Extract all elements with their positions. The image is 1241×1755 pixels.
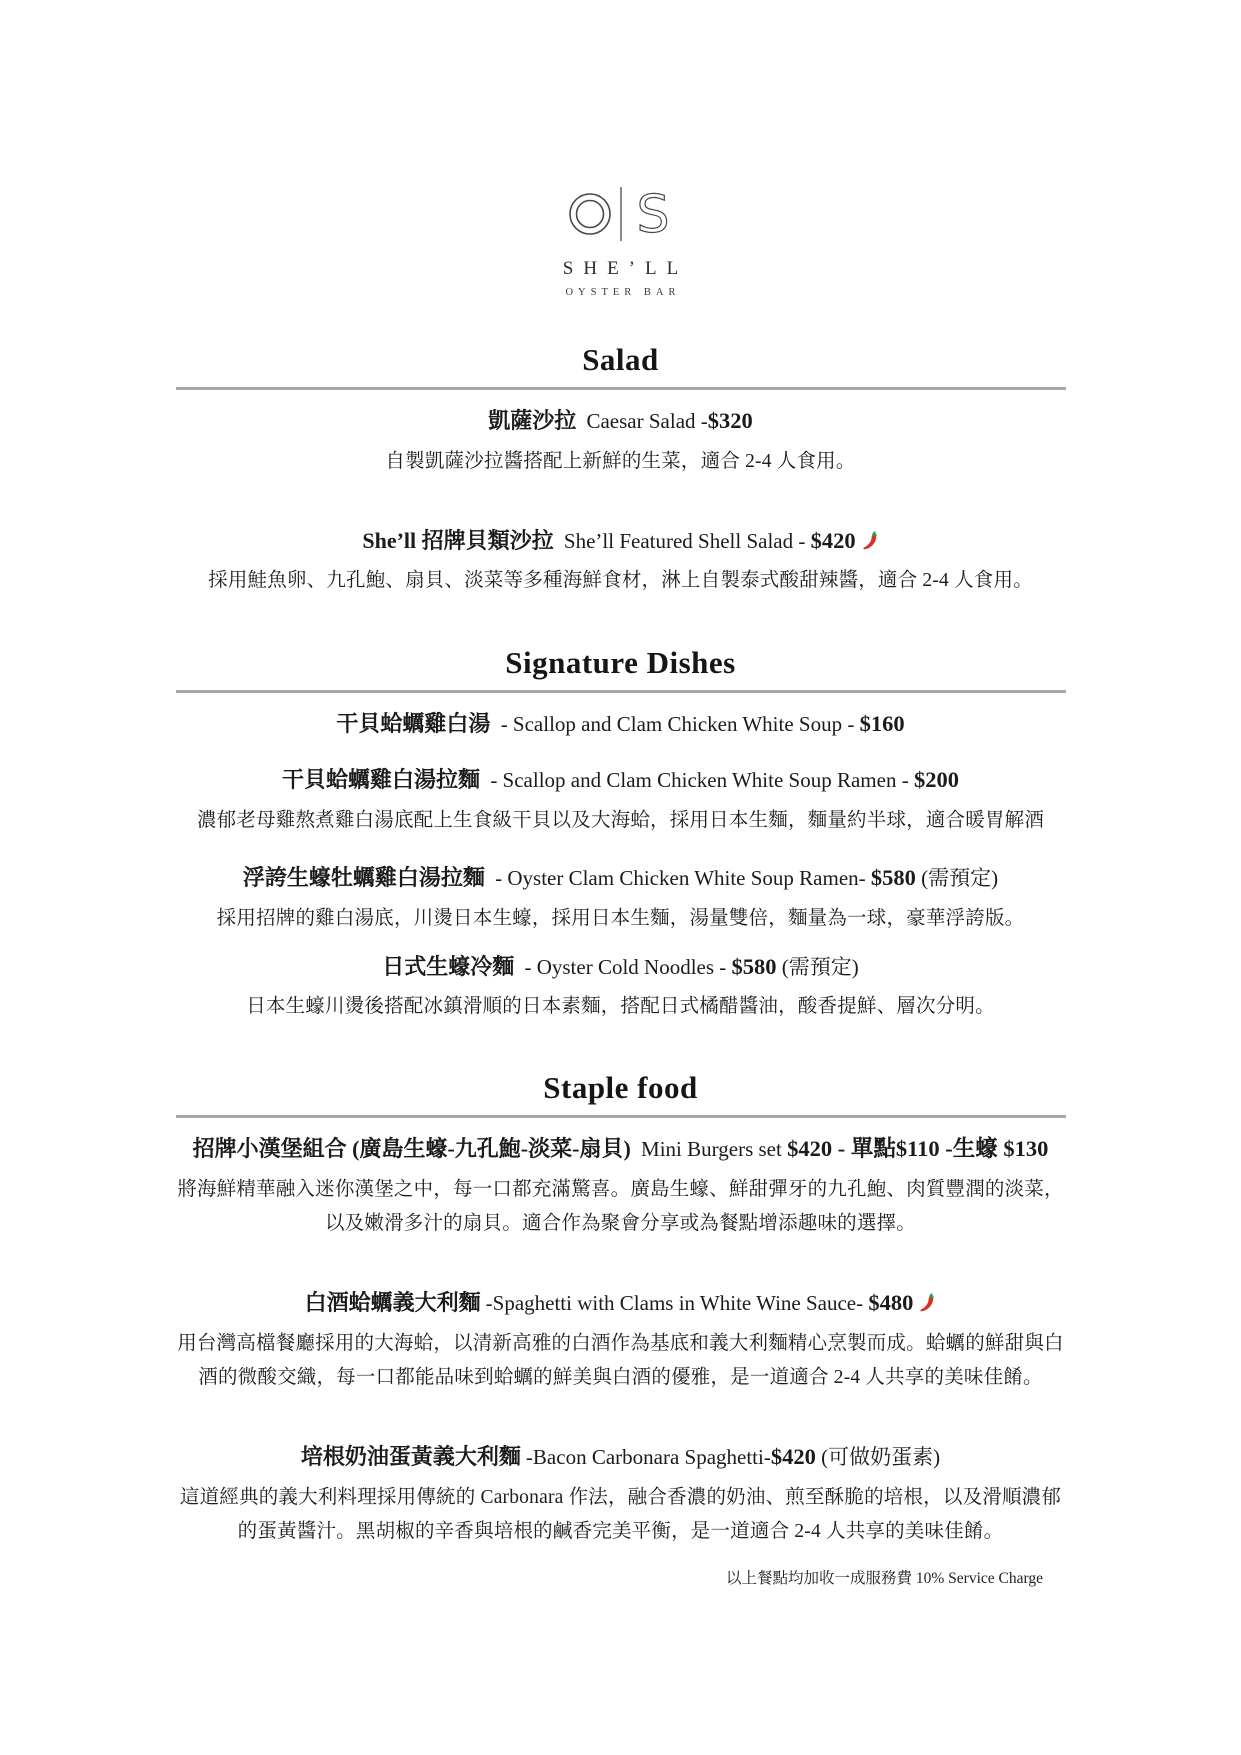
item-note: (需預定) xyxy=(776,954,859,979)
svg-text:S: S xyxy=(635,185,670,245)
item-title xyxy=(176,1287,1066,1320)
item-name-zh: 干貝蛤蠣雞白湯拉麵 xyxy=(282,767,481,793)
menu-item xyxy=(176,1441,1066,1549)
section-divider xyxy=(176,387,1066,390)
logo-subtitle: OYSTER BAR xyxy=(565,287,681,298)
item-title xyxy=(176,1133,1066,1166)
item-name-en: She’ll Featured Shell Salad - xyxy=(558,528,811,553)
item-price: $580 xyxy=(731,953,777,979)
item-price: $420 - 單點$110 -生蠔 $130 xyxy=(787,1136,1049,1162)
item-title xyxy=(176,405,1066,438)
o-s-monogram-icon xyxy=(565,182,677,246)
item-name-zh: She’ll 招牌貝類沙拉 xyxy=(362,527,554,553)
item-name-zh: 白酒蛤蠣義大利麵 xyxy=(304,1290,481,1316)
menu-item xyxy=(176,405,1066,479)
item-description: 用台灣高檔餐廳採用的大海蛤，以清新高雅的白酒作為基底和義大利麵精心烹製而成。蛤蠣的鮮甜與白酒的微酸交織，每一口都能品味到蛤蠣的鮮美與白酒的優雅，是一道適合 2-4 人共享的美味佳餚。 xyxy=(177,1332,1064,1388)
item-title xyxy=(176,525,1066,558)
item-title xyxy=(176,862,1066,895)
item-name-zh: 招牌小漢堡組合 (廣島生蠔-九孔鮑-淡菜-扇貝) xyxy=(192,1136,631,1162)
item-description: 採用招牌的雞白湯底，川燙日本生蠔，採用日本生麵，湯量雙倍，麵量為一球，豪華浮誇版。 xyxy=(216,907,1025,929)
item-description: 日本生蠔川燙後搭配冰鎮滑順的日本素麵，搭配日式橘醋醬油，酸香提鮮、層次分明。 xyxy=(246,996,995,1018)
item-price: $420 xyxy=(810,527,856,553)
item-price: $420 xyxy=(770,1444,816,1470)
item-price: $480 xyxy=(868,1290,914,1316)
item-title xyxy=(176,764,1066,797)
section-title: Salad xyxy=(582,342,659,377)
menu-item xyxy=(176,951,1066,1025)
section-signature-dishes xyxy=(176,645,1066,1025)
menu-item xyxy=(176,525,1066,599)
chili-icon xyxy=(861,529,879,552)
item-name-en: - Scallop and Clam Chicken White Soup Ramen - xyxy=(485,768,914,793)
section-divider xyxy=(176,690,1066,693)
item-title xyxy=(176,951,1066,984)
menu-item xyxy=(176,862,1066,936)
item-name-en: Caesar Salad - xyxy=(581,409,708,433)
item-description: 這道經典的義大利料理採用傳統的 Carbonara 作法，融合香濃的奶油、煎至酥脆的培根，以及滑順濃郁的蛋黃醬汁。黑胡椒的辛香與培根的鹹香完美平衡，是一道適合 2-4 人共享的美味佳餚。 xyxy=(179,1486,1062,1542)
item-name-en: -Bacon Carbonara Spaghetti- xyxy=(525,1445,771,1470)
item-price: $200 xyxy=(913,767,959,793)
item-name-zh: 培根奶油蛋黃義大利麵 xyxy=(300,1444,521,1470)
section-title: Signature Dishes xyxy=(505,644,736,680)
menu-item xyxy=(176,1287,1066,1395)
item-title xyxy=(176,708,1066,741)
item-name-zh: 凱薩沙拉 xyxy=(488,408,577,433)
item-price: $320 xyxy=(707,408,753,433)
service-charge-note: 以上餐點均加收一成服務費 10% Service Charge xyxy=(726,1570,1043,1587)
logo xyxy=(176,0,1066,298)
logo-wordmark: SHE’LL xyxy=(562,258,689,279)
item-description: 自製凱薩沙拉醬搭配上新鮮的生菜，適合 2-4 人食用。 xyxy=(385,450,856,472)
item-name-en: -Spaghetti with Clams in White Wine Sauce- xyxy=(485,1291,869,1316)
menu-content xyxy=(176,0,1066,1549)
section-title: Staple food xyxy=(543,1070,698,1106)
item-name-zh: 日式生蠔冷麵 xyxy=(382,953,515,979)
section-staple-food xyxy=(176,1070,1066,1549)
item-name-zh: 浮誇生蠔牡蠣雞白湯拉麵 xyxy=(242,864,485,890)
item-title xyxy=(176,1441,1066,1474)
item-price: $160 xyxy=(859,710,905,736)
item-name-en: Mini Burgers set xyxy=(635,1137,788,1162)
chili-icon xyxy=(918,1291,936,1314)
menu-item xyxy=(176,764,1066,838)
section-divider xyxy=(176,1115,1066,1118)
item-name-en: - Scallop and Clam Chicken White Soup - xyxy=(495,711,860,736)
item-name-en: - Oyster Clam Chicken White Soup Ramen- xyxy=(489,865,871,890)
item-name-en: - Oyster Cold Noodles - xyxy=(519,954,732,979)
menu-item xyxy=(176,1133,1066,1241)
section-salad xyxy=(176,342,1066,599)
item-note: (需預定) xyxy=(915,865,999,890)
menu-item xyxy=(176,708,1066,741)
item-note: (可做奶蛋素) xyxy=(815,1445,941,1470)
item-description: 採用鮭魚卵、九孔鮑、扇貝、淡菜等多種海鮮食材，淋上自製泰式酸甜辣醬，適合 2-4 人食用。 xyxy=(208,570,1033,592)
item-description: 將海鮮精華融入迷你漢堡之中，每一口都充滿驚喜。廣島生蠔、鮮甜彈牙的九孔鮑、肉質豐潤的淡菜，以及嫩滑多汁的扇貝。適合作為聚會分享或為餐點增添趣味的選擇。 xyxy=(177,1179,1064,1235)
item-description: 濃郁老母雞熬煮雞白湯底配上生食級干貝以及大海蛤，採用日本生麵，麵量約半球，適合暖胃解酒 xyxy=(196,809,1045,831)
item-name-zh: 干貝蛤蠣雞白湯 xyxy=(336,710,491,736)
item-price: $580 xyxy=(870,864,916,890)
